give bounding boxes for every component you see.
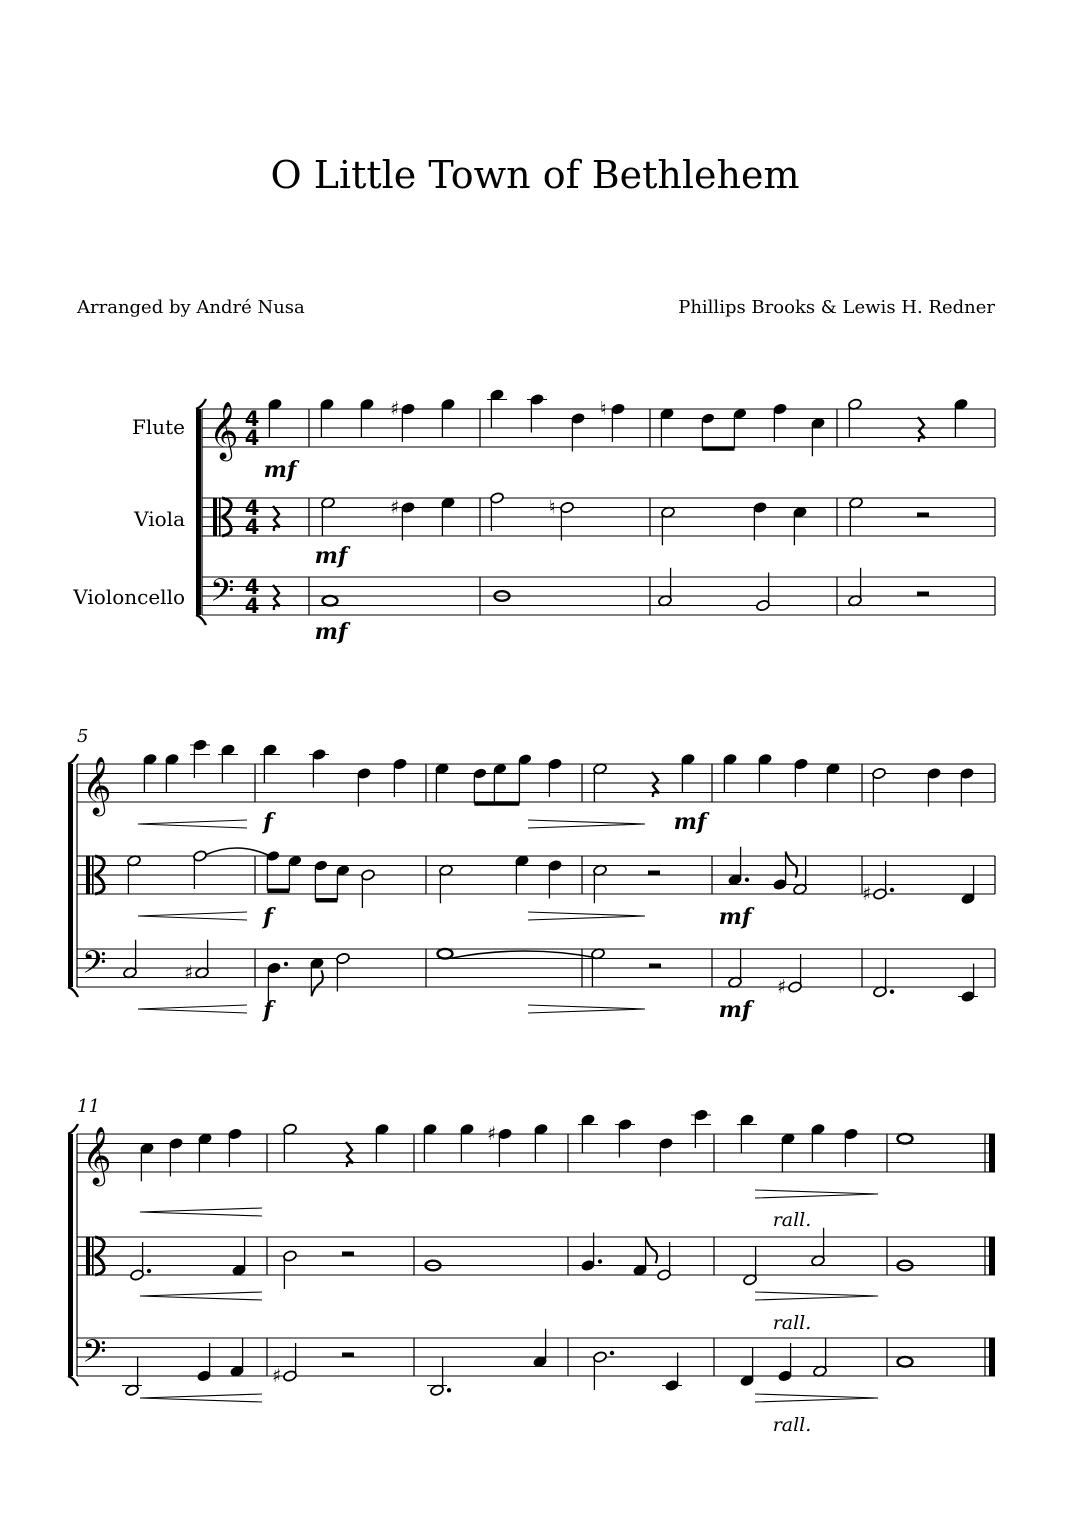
- time-signature-bottom: 4: [244, 594, 260, 618]
- score-systems: [68, 389, 995, 1436]
- decrescendo-hairpin: [755, 1190, 878, 1198]
- bass-clef-icon: 𝄢: [82, 944, 107, 988]
- dot: [745, 878, 749, 882]
- decrescendo-hairpin: [755, 1292, 878, 1300]
- whole-note: [438, 949, 453, 959]
- bracket-top: [68, 1124, 78, 1134]
- composer-credit: Phillips Brooks & Lewis H. Redner: [678, 297, 995, 318]
- dynamic-mf: mf: [673, 809, 707, 835]
- arranger-credit: Arranged by André Nusa: [77, 297, 305, 318]
- quarter-rest: [918, 417, 925, 442]
- alto-clef-bar: [92, 856, 94, 894]
- system-2: [68, 739, 995, 1023]
- half-rest: [917, 592, 929, 597]
- system-bracket: [68, 764, 73, 987]
- rall-marking: rall.: [772, 1414, 812, 1436]
- quarter-rest: [346, 1142, 353, 1167]
- quarter-rest: [652, 772, 659, 797]
- whole-note: [323, 596, 338, 606]
- dynamic-mf: mf: [314, 543, 348, 569]
- dot: [598, 1259, 602, 1263]
- bracket-bottom: [68, 1376, 78, 1386]
- time-signature-top: 4: [244, 575, 260, 599]
- system-bracket: [196, 409, 201, 615]
- dynamic-mf: mf: [263, 457, 297, 483]
- alto-clef-icon: [213, 498, 217, 536]
- sharp-accidental: ♯: [184, 961, 194, 984]
- time-signature-top: 4: [244, 407, 260, 431]
- dynamic-mf: mf: [314, 619, 348, 645]
- sharp-accidental: ♯: [862, 883, 872, 905]
- eighth-flag: [646, 1237, 658, 1263]
- dynamic-f: f: [263, 809, 273, 835]
- crescendo-hairpin: [138, 820, 247, 828]
- half-rest: [917, 513, 929, 518]
- dynamic-f: f: [263, 904, 273, 930]
- bracket-bottom: [196, 615, 206, 625]
- eighth-flag: [786, 852, 798, 878]
- alto-clef-bar: [219, 498, 221, 536]
- dot: [147, 1269, 151, 1273]
- instrument-labels: [72, 415, 185, 609]
- measure-number-11: 11: [77, 1096, 100, 1117]
- measure-number-5: 5: [77, 726, 89, 747]
- bracket-top: [196, 399, 206, 409]
- dynamic-mf: mf: [718, 997, 752, 1023]
- half-rest: [342, 1353, 354, 1358]
- system-1: [196, 389, 995, 645]
- alto-clef-bar: [92, 1237, 94, 1275]
- piece-title: O Little Town of Bethlehem: [270, 153, 800, 197]
- dot: [284, 962, 288, 966]
- system-3: [68, 1109, 995, 1436]
- bass-clef-icon: 𝄢: [82, 1333, 107, 1377]
- crescendo-hairpin: [140, 1292, 262, 1300]
- dot: [447, 1388, 451, 1392]
- natural-accidental: ♮: [549, 496, 556, 519]
- whole-note: [898, 1134, 913, 1144]
- bracket-top: [68, 754, 78, 764]
- bass-clef-icon: 𝄢: [210, 572, 235, 616]
- treble-clef-icon: 𝄞: [82, 756, 112, 814]
- treble-clef-icon: 𝄞: [82, 1126, 112, 1184]
- alto-clef-icon: [86, 856, 90, 894]
- sharp-accidental: ♯: [487, 1123, 497, 1145]
- decrescendo-hairpin: [528, 820, 645, 828]
- rall-marking: rall.: [772, 1209, 812, 1231]
- dynamic-f: f: [263, 997, 273, 1023]
- tie: [452, 951, 598, 958]
- system-bracket: [68, 1134, 73, 1376]
- decrescendo-hairpin: [528, 912, 645, 920]
- dot: [890, 990, 894, 994]
- half-rest: [648, 871, 660, 876]
- time-signature-bottom: 4: [244, 515, 260, 539]
- natural-accidental: ♮: [600, 398, 607, 420]
- time-signature-bottom: 4: [244, 426, 260, 450]
- sharp-accidental: ♯: [777, 976, 787, 998]
- instrument-label-violoncello: Violoncello: [73, 585, 185, 609]
- final-thick-barline: [989, 1237, 995, 1275]
- dynamic-mf: mf: [718, 904, 752, 930]
- instrument-label-flute: Flute: [131, 415, 185, 439]
- final-thick-barline: [989, 1134, 995, 1172]
- eighth-flag: [311, 970, 323, 996]
- sharp-accidental: ♯: [390, 496, 400, 519]
- tie: [205, 848, 268, 855]
- final-thick-barline: [989, 1338, 995, 1376]
- sharp-accidental: ♯: [272, 1365, 282, 1387]
- alto-clef-icon: [86, 1237, 90, 1275]
- sharp-accidental: ♯: [390, 398, 400, 420]
- quarter-rest: [273, 506, 280, 531]
- treble-clef-icon: 𝄞: [209, 401, 239, 459]
- rall-marking: rall.: [772, 1312, 812, 1334]
- instrument-label-viola: Viola: [134, 507, 185, 531]
- half-rest: [342, 1252, 354, 1257]
- decrescendo-hairpin: [755, 1394, 878, 1402]
- crescendo-hairpin: [140, 1208, 262, 1216]
- time-signature-top: 4: [244, 496, 260, 520]
- whole-note: [898, 1357, 913, 1367]
- crescendo-hairpin: [138, 1005, 247, 1013]
- bracket-bottom: [68, 987, 78, 997]
- crescendo-hairpin: [138, 912, 247, 920]
- dot: [890, 888, 894, 892]
- quarter-rest: [273, 585, 280, 610]
- decrescendo-hairpin: [528, 1005, 645, 1013]
- half-rest: [649, 964, 661, 969]
- crescendo-hairpin: [140, 1394, 262, 1402]
- dot: [610, 1351, 614, 1355]
